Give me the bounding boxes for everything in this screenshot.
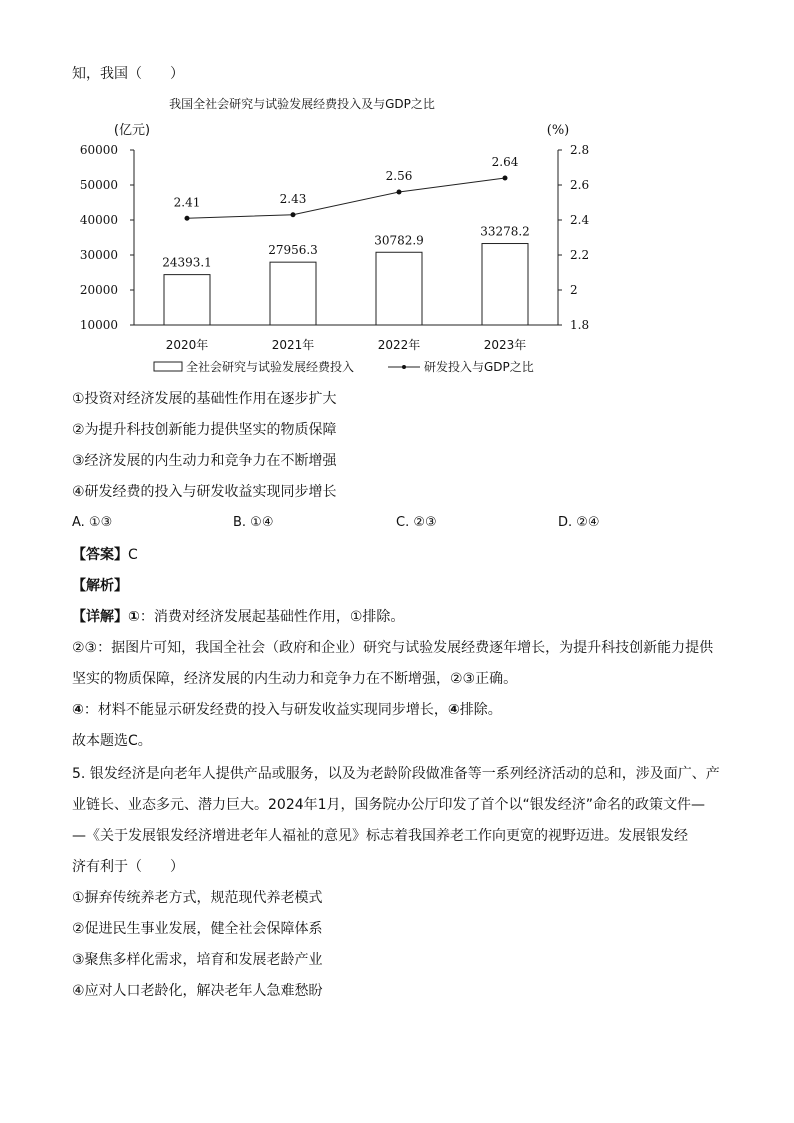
bar-2021年 bbox=[270, 262, 316, 325]
conclusion: 故本题选C。 bbox=[72, 733, 152, 749]
ratio-value-label: 2.56 bbox=[385, 169, 413, 183]
answer-value: C bbox=[128, 547, 138, 563]
answer-line bbox=[72, 545, 138, 565]
detail-p2-line1: ②③：据图片可知，我国全社会（政府和企业）研究与试验发展经费逐年增长，为提升科技创新能力提供 bbox=[72, 640, 714, 656]
right-tick-label: 2.8 bbox=[570, 143, 590, 157]
left-tick-label: 20000 bbox=[79, 283, 118, 297]
chart-title: 我国全社会研究与试验发展经费投入及与GDP之比 bbox=[169, 97, 435, 111]
left-tick-label: 60000 bbox=[79, 143, 118, 157]
ratio-value-label: 2.43 bbox=[279, 191, 307, 206]
left-tick-label: 40000 bbox=[79, 213, 118, 227]
right-tick-label: 2.2 bbox=[570, 248, 590, 262]
left-tick-label: 50000 bbox=[79, 178, 118, 192]
ratio-point bbox=[397, 190, 402, 195]
left-axis-unit: (亿元) bbox=[113, 123, 151, 138]
right-axis-unit: (%) bbox=[546, 123, 570, 138]
q5-statement-1: ①摒弃传统养老方式，规范现代养老模式 bbox=[72, 890, 323, 906]
right-tick-label: 2 bbox=[570, 283, 578, 297]
left-tick-label: 10000 bbox=[79, 318, 118, 332]
right-tick-label: 2.4 bbox=[570, 213, 590, 227]
ratio-value-label: 2.64 bbox=[491, 155, 519, 169]
x-tick-label: 2020年 bbox=[165, 338, 209, 352]
legend-line-label: 研发投入与GDP之比 bbox=[424, 360, 534, 374]
answer-tag: 【答案】 bbox=[72, 547, 128, 563]
option-a: A. ①③ bbox=[72, 515, 113, 530]
detail-p1-text: ：消费对经济发展起基础性作用，①排除。 bbox=[139, 609, 405, 625]
legend-bar-swatch bbox=[154, 362, 182, 371]
ratio-line bbox=[187, 178, 505, 218]
ratio-point bbox=[185, 216, 190, 221]
ratio-point bbox=[291, 212, 296, 217]
bar-2022年 bbox=[376, 252, 422, 325]
q5-line-1: 5. 银发经济是向老年人提供产品或服务，以及为老龄阶段做准备等一系列经济活动的总和，涉及面广、产 bbox=[72, 766, 720, 782]
legend-bar-label: 全社会研究与试验发展经费投入 bbox=[186, 360, 355, 374]
detail-p3-text: ：材料不能显示研发经费的投入与研发收益实现同步增长， bbox=[83, 702, 448, 718]
detail-tag: 【详解】 bbox=[72, 609, 128, 625]
ratio-point bbox=[503, 176, 508, 181]
x-tick-label: 2023年 bbox=[483, 338, 527, 352]
detail-p3 bbox=[72, 700, 502, 720]
analysis-tag: 【解析】 bbox=[72, 578, 128, 594]
option-b: B. ①④ bbox=[233, 515, 274, 530]
bar-value-label: 24393.1 bbox=[162, 255, 212, 270]
detail-p2-line2: 坚实的物质保障，经济发展的内生动力和竞争力在不断增强，②③正确。 bbox=[72, 671, 518, 687]
bar-value-label: 33278.2 bbox=[480, 224, 530, 239]
x-tick-label: 2022年 bbox=[377, 338, 421, 352]
q5-statement-2: ②促进民生事业发展，健全社会保障体系 bbox=[72, 921, 323, 937]
bar-2020年 bbox=[164, 275, 210, 325]
q5-line-3: —《关于发展银发经济增进老年人福祉的意见》标志着我国养老工作向更宽的视野迈进。发展银发经 bbox=[72, 828, 688, 844]
q4-statement-2: ②为提升科技创新能力提供坚实的物质保障 bbox=[72, 422, 337, 438]
option-c: C. ②③ bbox=[396, 515, 437, 530]
right-tick-label: 2.6 bbox=[570, 178, 590, 192]
q4-statement-4: ④研发经费的投入与研发收益实现同步增长 bbox=[72, 484, 337, 500]
legend-line-marker bbox=[402, 365, 406, 369]
detail-p1-num: ① bbox=[128, 609, 140, 625]
q5-statement-4: ④应对人口老龄化，解决老年人急难愁盼 bbox=[72, 983, 323, 999]
ratio-value-label: 2.41 bbox=[173, 195, 201, 210]
q5-statement-3: ③聚焦多样化需求，培育和发展老龄产业 bbox=[72, 952, 323, 968]
q5-line-4: 济有利于（ ） bbox=[72, 859, 184, 875]
detail-p3-end: 排除。 bbox=[459, 702, 502, 718]
detail-p1 bbox=[72, 607, 404, 627]
q4-statement-3: ③经济发展的内生动力和竞争力在不断增强 bbox=[72, 453, 337, 469]
left-tick-label: 30000 bbox=[79, 248, 118, 262]
bar-value-label: 30782.9 bbox=[374, 233, 424, 248]
right-tick-label: 1.8 bbox=[570, 318, 590, 332]
bar-2023年 bbox=[482, 244, 528, 325]
bar-value-label: 27956.3 bbox=[268, 243, 318, 258]
q5-line-2: 业链长、业态多元、潜力巨大。2024年1月，国务院办公厅印发了首个以“银发经济”命名的政策文件— bbox=[72, 797, 706, 813]
detail-p3-num2: ④ bbox=[447, 702, 460, 718]
x-tick-label: 2021年 bbox=[271, 338, 315, 352]
question-stem: 知，我国（ ） bbox=[72, 66, 184, 82]
q4-statement-1: ①投资对经济发展的基础性作用在逐步扩大 bbox=[72, 391, 337, 407]
detail-p3-num: ④ bbox=[72, 702, 84, 718]
option-d: D. ②④ bbox=[558, 515, 600, 530]
rd-investment-chart bbox=[0, 88, 794, 408]
